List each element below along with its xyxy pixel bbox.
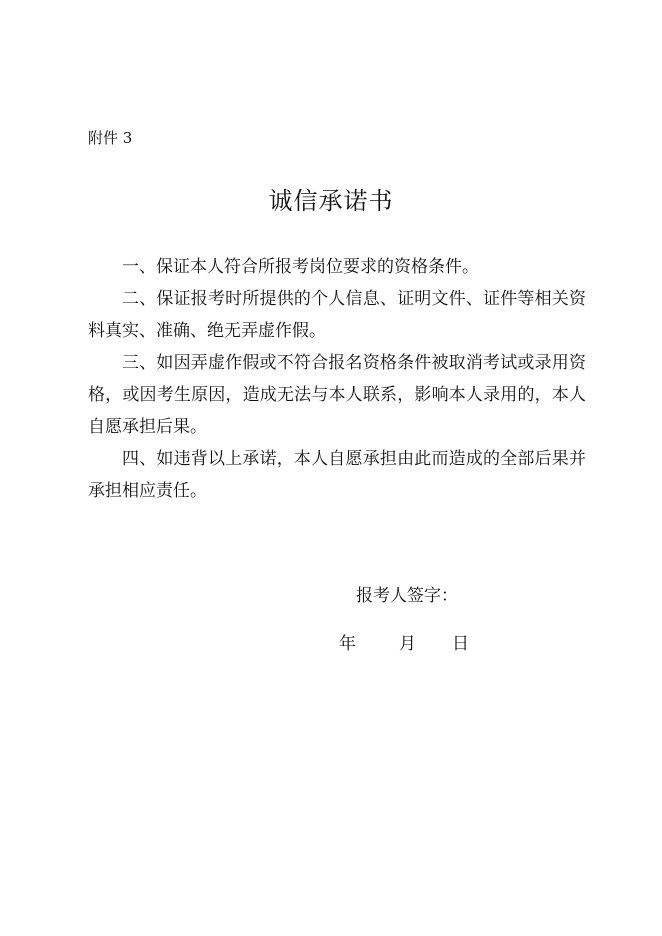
- attachment-label: 附件 3: [88, 129, 133, 147]
- date-month-label: 月: [399, 634, 416, 654]
- signature-label: 报考人签字：: [356, 586, 458, 606]
- document-title: 诚信承诺书: [268, 187, 394, 215]
- date-year-label: 年: [339, 634, 356, 654]
- commitment-clause-2: 二、保证报考时所提供的个人信息、证明文件、证件等相关资料真实、准确、绝无弄虚作假。: [88, 289, 586, 341]
- commitment-body: [88, 251, 586, 507]
- date-day-label: 日: [452, 634, 469, 654]
- commitment-clause-3: 三、如因弄虚作假或不符合报名资格条件被取消考试或录用资格，或因考生原因，造成无法与本人联系，影响本人录用的，本人自愿承担后果。: [88, 353, 586, 437]
- commitment-clause-1: 一、保证本人符合所报考岗位要求的资格条件。: [122, 257, 479, 277]
- commitment-clause-4: 四、如违背以上承诺，本人自愿承担由此而造成的全部后果并承担相应责任。: [88, 449, 586, 501]
